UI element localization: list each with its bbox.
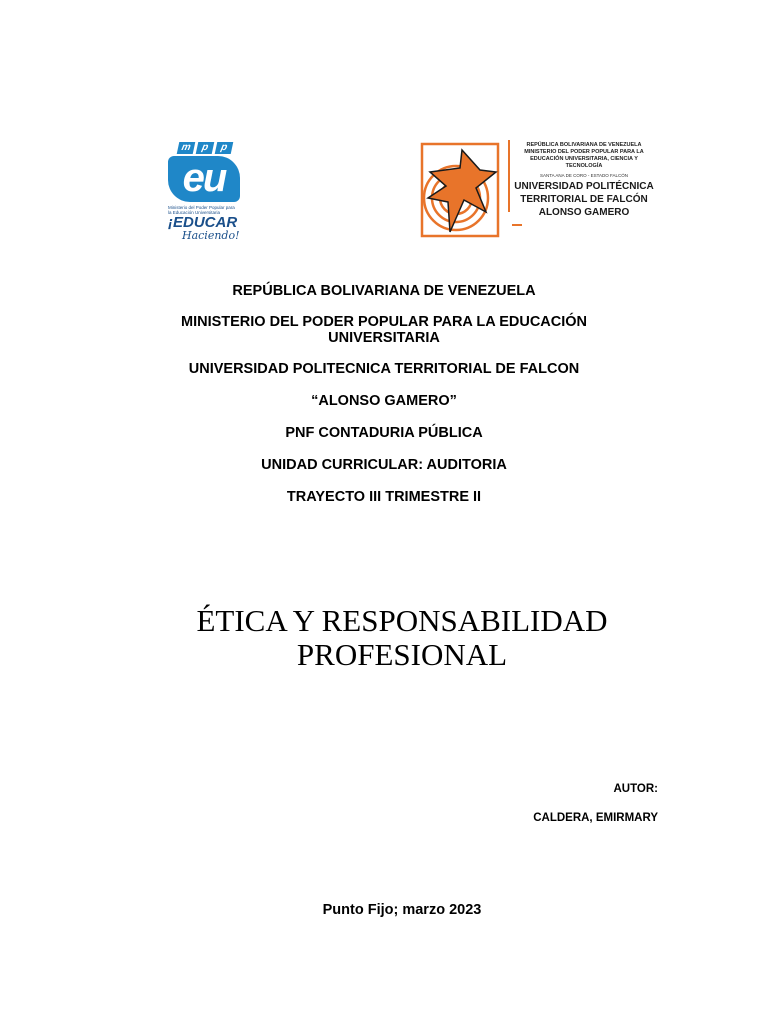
document-title xyxy=(0,604,768,672)
logo-location: SANTA ANA DE CORO - ESTADO FALCÓN xyxy=(539,173,629,178)
eu-mark: eu xyxy=(168,156,240,202)
mppeu-logo xyxy=(168,142,252,240)
title-line: ÉTICA Y RESPONSABILIDAD xyxy=(196,603,608,638)
header-line-university: UNIVERSIDAD POLITECNICA TERRITORIAL DE FALCON xyxy=(188,361,580,377)
logo-big-line: ALONSO GAMERO xyxy=(538,207,630,218)
title-line: PROFESIONAL xyxy=(296,637,508,672)
logo-small-line: MINISTERIO DEL PODER POPULAR PARA LA xyxy=(524,149,644,155)
mpp-letter: p xyxy=(215,142,234,154)
mpp-letter: m xyxy=(177,142,196,154)
header-line-course: UNIDAD CURRICULAR: AUDITORIA xyxy=(261,457,507,473)
logo-small-line: REPÚBLICA BOLIVARIANA DE VENEZUELA xyxy=(526,142,642,148)
institution-header xyxy=(0,283,768,505)
logo-big-line: UNIVERSIDAD POLITÉCNICA xyxy=(514,181,654,192)
educar-slogan: ¡EDUCAR xyxy=(168,214,238,231)
mpp-letter: p xyxy=(196,142,215,154)
uptag-logo xyxy=(420,138,656,242)
logo-accent-rule xyxy=(508,140,510,212)
header-line-term: TRAYECTO III TRIMESTRE II xyxy=(286,489,482,505)
author-name: CALDERA, EMIRMARY xyxy=(533,812,658,824)
place-date: Punto Fijo; marzo 2023 xyxy=(322,902,482,918)
haciendo-slogan: Haciendo! xyxy=(182,229,240,242)
author-label: AUTOR: xyxy=(613,783,658,795)
ministry-mini-text: Ministerio del Poder Popular para la Educación Universitaria xyxy=(168,205,235,215)
logo-accent-dash xyxy=(512,224,522,226)
uptag-seal-icon xyxy=(420,142,500,238)
logo-small-line: EDUCACIÓN UNIVERSITARIA, CIENCIA Y TECNOLOGÍA xyxy=(530,156,638,169)
header-line-ministry: MINISTERIO DEL PODER POPULAR PARA LA EDUCACIÓN UNIVERSITARIA xyxy=(180,314,588,346)
header-line-university-name: “ALONSO GAMERO” xyxy=(311,393,457,409)
header-line-republic: REPÚBLICA BOLIVARIANA DE VENEZUELA xyxy=(232,283,536,299)
mpp-letters xyxy=(178,142,252,154)
uptag-logo-text xyxy=(512,142,656,219)
logo-big-line: TERRITORIAL DE FALCÓN xyxy=(520,194,648,205)
header-line-program: PNF CONTADURIA PÚBLICA xyxy=(285,425,483,441)
